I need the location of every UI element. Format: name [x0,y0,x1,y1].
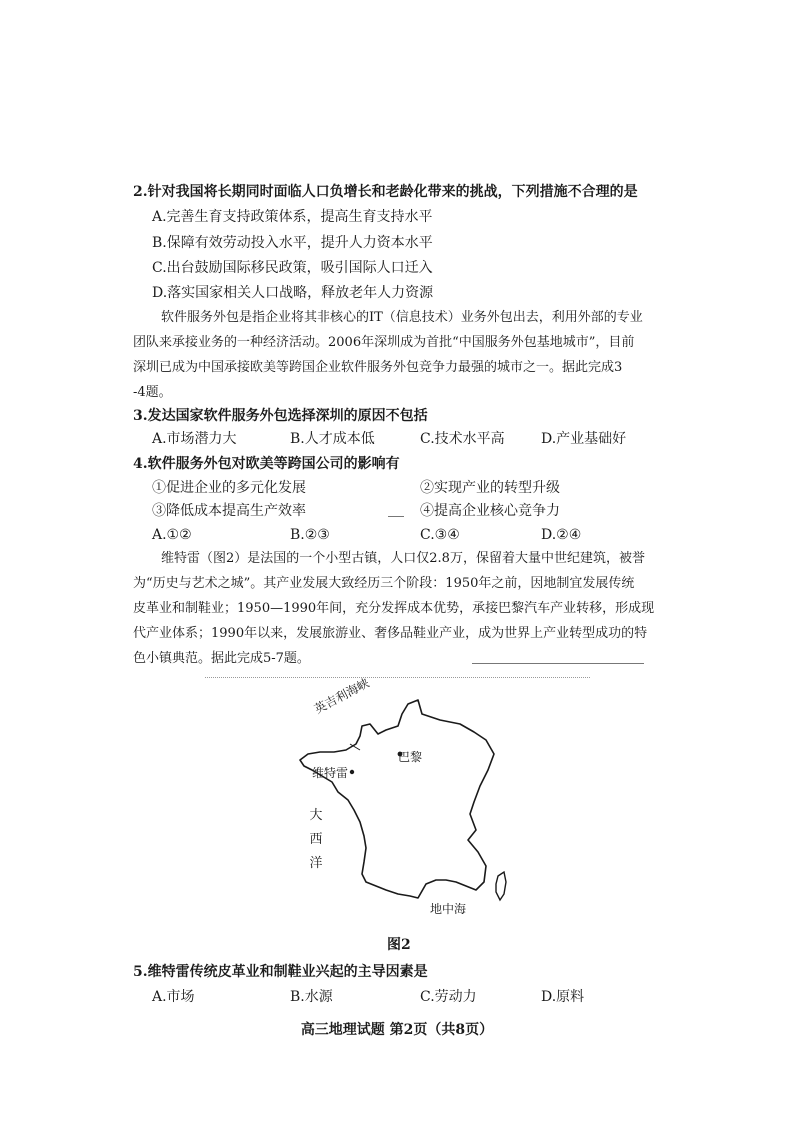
passage1-line-1: 软件服务外包是指企业将其非核心的IT（信息技术）业务外包出去，利用外部的专业 [161,310,643,325]
q2-option-b: B.保障有效劳动投入水平，提升人力资本水平 [152,235,433,251]
france-outline [290,690,520,926]
map-label-mediterranean: 地中海 [430,902,467,916]
map-label-paris: 巴黎 [398,750,423,764]
passage2-line-2: 为“历史与艺术之城”。其产业发展大致经历三个阶段：1950年之前，因地制宜发展传统 [133,576,635,591]
q3-option-d: D.产业基础好 [541,431,627,447]
map-label-english-channel: 英吉利海峡 [312,675,372,717]
vitre-dot [350,770,354,774]
figure-caption: 图2 [387,937,411,953]
q4-item-1: ①促进企业的多元化发展 [152,480,306,496]
passage2-line-1: 维特雷（图2）是法国的一个小型古镇，人口仅2.8万，保留着大量中世纪建筑，被誉 [161,551,645,566]
q5-option-d: D.原料 [541,989,585,1005]
q3-option-c: C.技术水平高 [420,431,505,447]
map-label-vitre: 维特雷 [312,766,349,780]
q4-option-b: B.②③ [290,527,330,543]
q5-option-c: C.劳动力 [420,989,477,1005]
passage2-line-4: 代产业体系；1990年以来，发展旅游业、奢侈品鞋业产业，成为世界上产业转型成功的特 [133,626,648,641]
passage1-line-4: -4题。 [133,385,172,400]
france-map [290,675,520,926]
q4-stem: 4.软件服务外包对欧美等跨国公司的影响有 [133,456,400,472]
q4-item-4: ④提高企业核心竞争力 [420,503,560,519]
scan-line-top [205,677,590,678]
q4-option-c: C.③④ [420,527,460,543]
q2-option-c: C.出台鼓励国际移民政策，吸引国际人口迁入 [152,260,433,276]
q4-item-2: ②实现产业的转型升级 [420,480,560,496]
scan-line-right [472,663,644,664]
q5-option-a: A.市场 [152,989,195,1005]
q3-stem: 3.发达国家软件服务外包选择深圳的原因不包括 [133,408,428,424]
q2-stem: 2.针对我国将长期同时面临人口负增长和老龄化带来的挑战，下列措施不合理的是 [133,184,638,200]
q4-option-d: D.②④ [541,527,582,543]
map-label-atlantic: 大西洋 [309,808,323,871]
page-footer: 高三地理试题 第2页（共8页） [300,1022,494,1038]
q5-stem: 5.维特雷传统皮革业和制鞋业兴起的主导因素是 [133,964,428,980]
passage2-line-3: 皮革业和制鞋业；1950—1990年间，充分发挥成本优势，承接巴黎汽车产业转移，形成现 [133,601,655,616]
q3-option-b: B.人才成本低 [290,431,375,447]
q5-option-b: B.水源 [290,989,333,1005]
passage1-line-3: 深圳已成为中国承接欧美等跨国企业软件服务外包竞争力最强的城市之一。据此完成3 [133,360,623,375]
q3-option-a: A.市场潜力大 [152,431,237,447]
passage1-line-2: 团队来承接业务的一种经济活动。2006年深圳成为首批“中国服务外包基地城市”，目前 [133,335,635,350]
q4-option-a: A.①② [152,527,192,543]
q2-option-a: A.完善生育支持政策体系，提高生育支持水平 [152,209,433,225]
scan-mark [388,516,404,517]
q2-option-d: D.落实国家相关人口战略，释放老年人力资源 [152,285,434,301]
q4-item-3: ③降低成本提高生产效率 [152,503,306,519]
passage2-line-5: 色小镇典范。据此完成5-7题。 [133,651,310,666]
